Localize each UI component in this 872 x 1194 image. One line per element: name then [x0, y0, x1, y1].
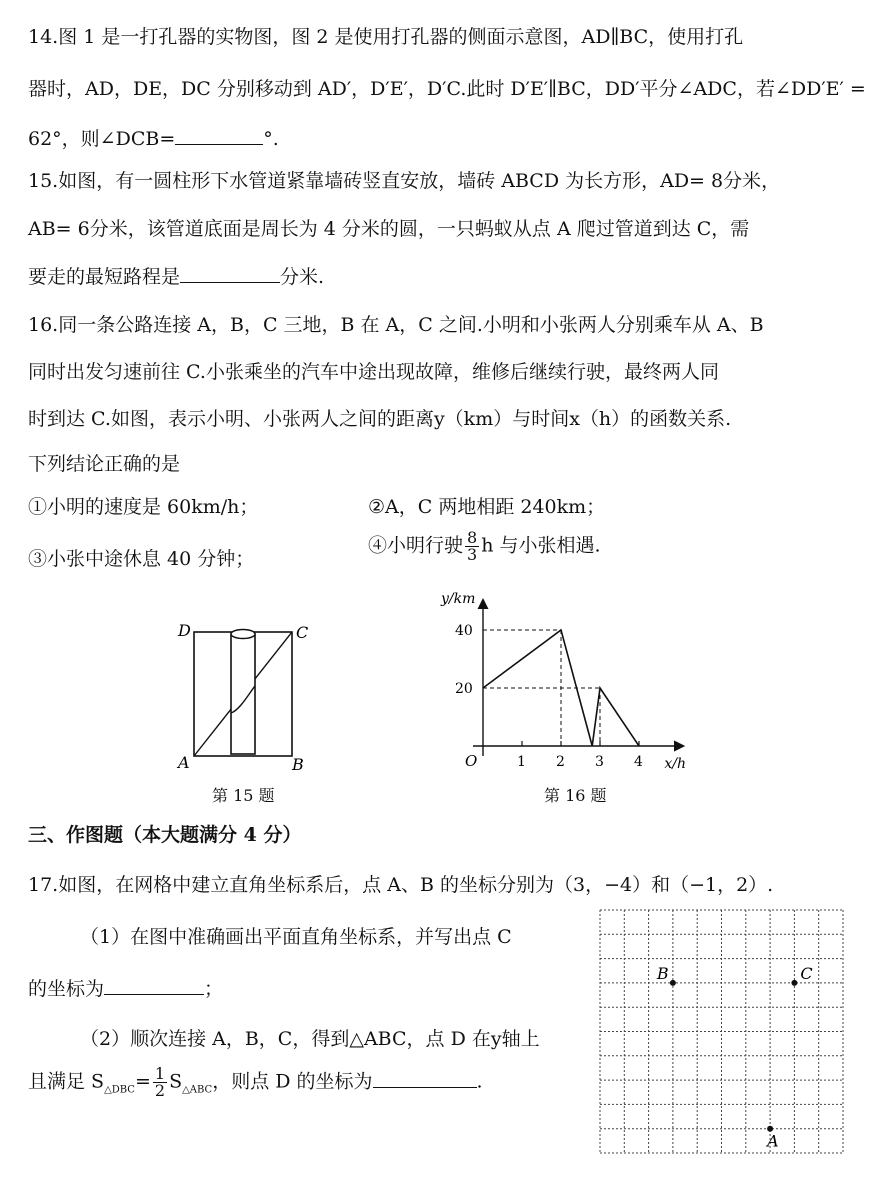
q17-part1-line2 — [28, 974, 223, 1001]
q15-line3-end: 分米. — [280, 266, 325, 288]
label-A: A — [178, 753, 190, 772]
q16-option4 — [368, 530, 601, 563]
q16-option4-end: h 与小张相遇. — [481, 534, 601, 557]
q15-answer-blank[interactable] — [180, 264, 280, 283]
point-C — [791, 980, 797, 986]
q14-line1: 14.图 1 是一打孔器的实物图，图 2 是使用打孔器的侧面示意图，AD∥BC，使用打孔 — [28, 26, 744, 48]
y-tick-label: 20 — [455, 681, 473, 697]
q17-equals: = — [134, 1070, 151, 1093]
area-subscript-abc: △ABC — [182, 1084, 213, 1096]
point-label-B: B — [656, 963, 669, 983]
y-axis-label: y/km — [441, 590, 476, 607]
q16-option1: ①小明的速度是 60km/h； — [28, 496, 259, 518]
q16-line4: 下列结论正确的是 — [28, 453, 181, 475]
q16-line3: 时到达 C.如图，表示小明、小张两人之间的距离y（km）与时间x（h）的函数关系. — [28, 408, 732, 430]
q17-part2-line1: （2）顺次连接 A，B，C，得到△ABC，点 D 在y轴上 — [80, 1028, 540, 1050]
fraction-numerator: 1 — [154, 1064, 166, 1083]
q14-line3-end: °. — [263, 128, 279, 150]
q17-half-fraction — [153, 1066, 167, 1099]
area-subscript-dbc: △DBC — [104, 1084, 135, 1096]
q14-line2: 器时，AD，DE，DC 分别移动到 AD′，D′E′，D′C.此时 D′E′∥BC，DD′平分∠ADC，若∠DD′E′ = — [28, 78, 866, 100]
q16-line2: 同时出发匀速前往 C.小张乘坐的汽车中途出现故障，维修后继续行驶，最终两人同 — [28, 361, 719, 383]
q16-option3: ③小张中途休息 40 分钟； — [28, 548, 255, 570]
fraction-numerator: 8 — [467, 528, 478, 547]
label-D: D — [178, 621, 191, 640]
figure-16-caption: 第 16 题 — [544, 786, 607, 805]
q14-answer-blank[interactable] — [175, 126, 263, 145]
q16-line1: 16.同一条公路连接 A，B，C 三地，B 在 A，C 之间.小明和小张两人分别乘车从 A、B — [28, 314, 764, 336]
label-C: C — [296, 623, 309, 642]
q15-line1: 15.如图，有一圆柱形下水管道紧靠墙砖竖直安放，墙砖 ABCD 为长方形，AD= 8分米， — [28, 170, 781, 192]
point-B — [670, 980, 676, 986]
q17-part1-line1: （1）在图中准确画出平面直角坐标系，并写出点 C — [80, 926, 512, 948]
figure-15-caption: 第 15 题 — [212, 786, 275, 805]
q17-part1-end: ； — [204, 978, 224, 1000]
q16-option4-text: ④小明行驶 — [368, 534, 464, 557]
y-tick-label: 40 — [455, 623, 473, 639]
q17-part2-mid: ，则点 D 的坐标为 — [212, 1070, 373, 1093]
q15-line3 — [28, 262, 324, 289]
q17-part2-text: 且满足 S — [28, 1070, 105, 1093]
q17-part2-end: . — [476, 1070, 483, 1093]
chart-guides — [483, 630, 600, 746]
label-B: B — [292, 755, 304, 774]
x-tick-label: 4 — [634, 754, 643, 770]
figure-15 — [170, 612, 320, 782]
q15-line3-text: 要走的最短路程是 — [28, 266, 181, 288]
x-tick-label: 2 — [556, 754, 565, 770]
q17-grid-figure — [596, 906, 846, 1158]
section-3-title: 三、作图题（本大题满分 4 分） — [28, 824, 302, 846]
q17-area-s: S — [169, 1070, 183, 1093]
figure-16-chart — [428, 578, 708, 778]
origin-label: O — [465, 752, 478, 770]
q17-d-coord-blank[interactable] — [373, 1069, 477, 1088]
pipe-body — [231, 634, 255, 754]
point-label-C: C — [800, 963, 813, 983]
x-tick-label: 1 — [517, 754, 526, 770]
q17-line1: 17.如图，在网格中建立直角坐标系后，点 A、B 的坐标分别为（3，−4）和（−1，2）. — [28, 874, 774, 896]
q17-part1-text: 的坐标为 — [28, 978, 105, 1000]
x-tick-label: 3 — [595, 754, 604, 770]
q17-part2-line2 — [28, 1066, 483, 1099]
pipe-top — [231, 630, 255, 639]
q14-line3-text: 62°，则∠DCB= — [28, 128, 176, 150]
fraction-denominator: 2 — [154, 1081, 166, 1100]
q16-option4-fraction — [465, 530, 479, 563]
dotted-grid — [600, 910, 843, 1153]
q14-line3 — [28, 124, 279, 151]
grid-points — [656, 964, 813, 1151]
q16-option2: ②A，C 两地相距 240km； — [368, 496, 606, 518]
q17-c-coord-blank[interactable] — [104, 976, 204, 995]
fraction-denominator: 3 — [467, 545, 478, 564]
x-axis-label: x/h — [664, 756, 687, 772]
q15-line2: AB= 6分米，该管道底面是周长为 4 分米的圆，一只蚂蚁从点 A 爬过管道到达 C，需 — [28, 218, 750, 240]
point-label-A: A — [767, 1131, 779, 1151]
